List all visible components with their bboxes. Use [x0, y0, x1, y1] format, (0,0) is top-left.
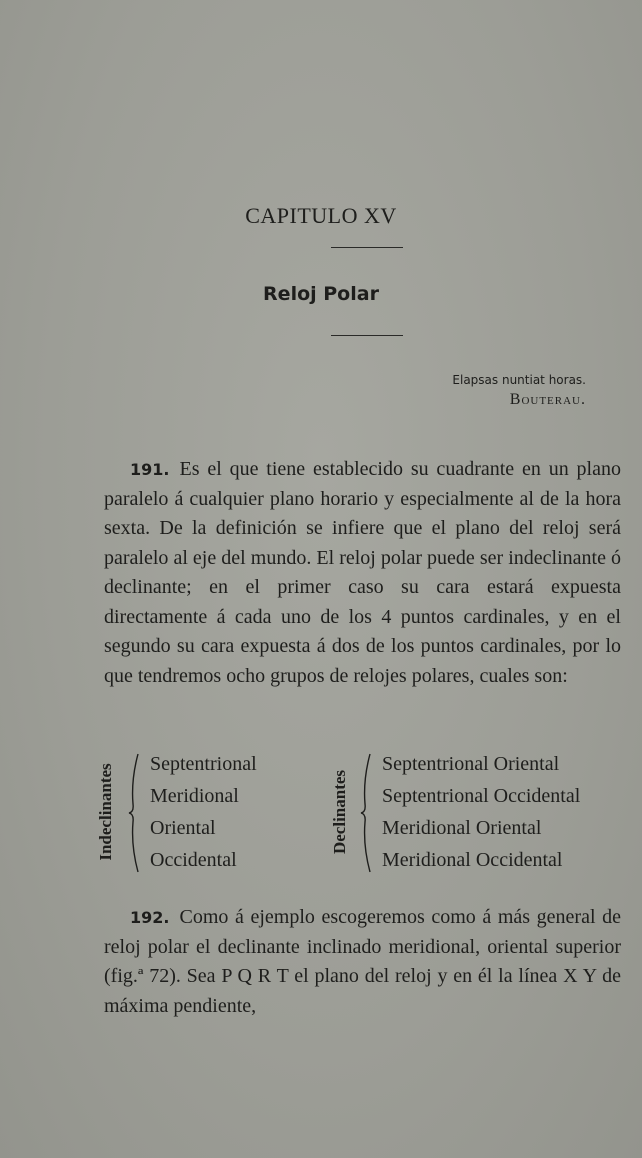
list-item: Septentrional Occidental — [382, 785, 581, 807]
list-item: Septentrional — [150, 753, 257, 775]
paragraph-192 — [104, 903, 621, 1021]
section-title: Reloj Polar — [263, 283, 379, 305]
paragraph-number: 191. — [130, 460, 170, 479]
brace-icon — [354, 752, 376, 874]
chapter-title: CAPITULO XV — [245, 203, 397, 228]
group-label: Declinantes — [330, 769, 349, 855]
epigraph-quote: Elapsas nuntiat horas. — [452, 373, 586, 387]
classification-table — [88, 748, 628, 876]
group-declinantes — [316, 748, 626, 876]
declinantes-list — [382, 748, 580, 876]
list-item: Meridional Oriental — [382, 817, 542, 839]
list-item: Meridional Occidental — [382, 849, 563, 871]
divider-rule — [331, 335, 403, 336]
paragraph-191 — [104, 455, 621, 691]
paragraph-text: Es el que tiene establecido su cuadrante en un plano paralelo á cualquier plano horario y especialmente al de la hora sexta. De la definición se infiere que el plano del reloj será paralelo al eje del mundo. El reloj polar puede ser indeclinante ó declinante; en el primer caso su cara estará expuesta directamente á cada uno de los 4 puntos cardinales, y en el segundo su cara expuesta á dos de los puntos cardinales, por lo que tendremos ocho grupos de relojes polares, cuales son: — [104, 458, 621, 687]
list-item: Septentrional Oriental — [382, 753, 560, 775]
list-item: Meridional — [150, 785, 239, 807]
paragraph-number: 192. — [130, 908, 170, 927]
indeclinantes-list — [150, 748, 257, 876]
group-indeclinantes — [88, 748, 298, 876]
group-label: Indeclinantes — [96, 763, 115, 861]
epigraph — [452, 370, 586, 410]
paragraph-text: Como á ejemplo escogeremos como á más general de reloj polar el declinante inclinado meridional, oriental superior (fig.ª 72). Sea P Q R T el plano del reloj y en él la línea X Y de máxima pendiente, — [104, 906, 621, 1017]
divider-rule — [331, 247, 403, 248]
list-item: Oriental — [150, 817, 216, 839]
list-item: Occidental — [150, 849, 237, 871]
brace-icon — [122, 752, 144, 874]
epigraph-author: Bouterau. — [509, 391, 586, 408]
